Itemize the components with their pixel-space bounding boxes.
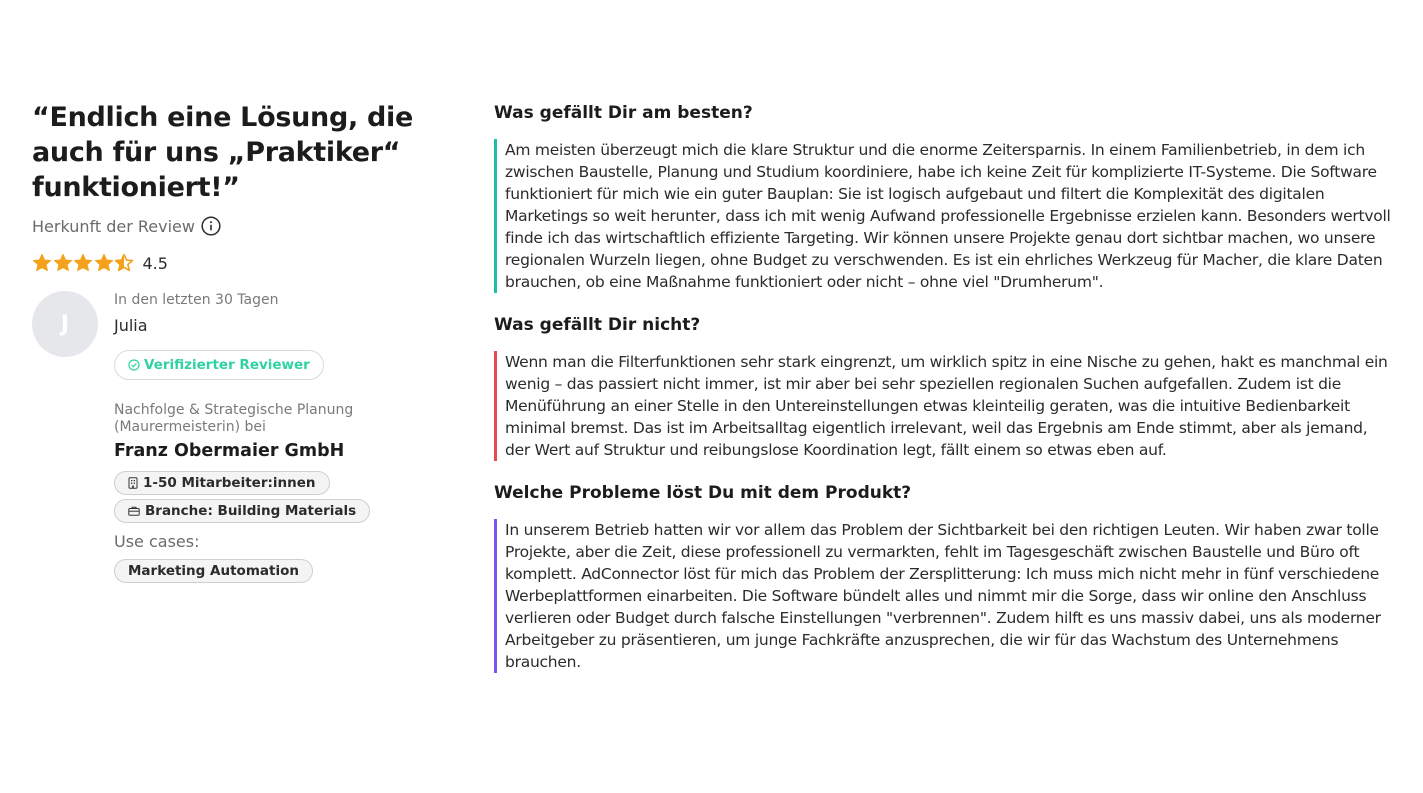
industry-label: Branche: Building Materials [145,503,357,519]
star-half-icon [114,253,134,273]
star-full-icon [94,253,114,273]
reviewer-company: Franz Obermaier GmbH [114,441,345,461]
briefcase-icon [128,506,140,516]
review-summary [32,100,462,591]
reviewer-card [32,291,462,591]
avatar: J [32,291,98,357]
reviewer-job-title: Nachfolge & Strategische Planung (Maurermeisterin) bei [114,402,354,435]
question-problems [494,480,1394,673]
rating-value: 4.5 [142,253,168,273]
star-full-icon [53,253,73,273]
use-case-label: Marketing Automation [128,563,299,579]
review-answers [494,100,1394,692]
check-circle-icon [128,359,140,371]
question-best [494,100,1394,293]
star-full-icon [73,253,93,273]
company-size-label: 1-50 Mitarbeiter:innen [143,475,316,491]
industry-chip [114,499,370,523]
verified-label: Verifizierter Reviewer [144,357,310,373]
question-title: Welche Probleme löst Du mit dem Produkt? [494,483,912,503]
review-origin [32,216,462,236]
reviewer-details [114,291,454,583]
use-case-chip[interactable] [114,559,313,583]
answer-text: Wenn man die Filterfunktionen sehr stark eingrenzt, um wirklich spitz in eine Nische zu gehen, hakt es manchmal ein wenig – das passiert nicht immer, ist mir aber bei sehr speziellen regionalen Suchen aufgefallen. Zudem ist die Menüführung an einer Stelle in den Untereinstellungen etwas kleinteilig geraten, was die intuitive Bedienbarkeit minimal bremst. Das ist im Arbeitsalltag eigentlich irrelevant, weil das Ergebnis am Ende stimmt, aber als jemand, der Wert auf Struktur und reibungslose Koordination legt, fällt einem so etwas eben auf. [494,351,1394,461]
reviewer-name: Julia [114,316,148,335]
review-timeframe: In den letzten 30 Tagen [114,292,279,308]
review-headline: “Endlich eine Lösung, die auch für uns „Praktiker“ funktioniert!” [32,102,414,203]
info-icon[interactable] [201,216,221,236]
answer-text: In unserem Betrieb hatten wir vor allem das Problem der Sichtbarkeit bei den richtigen Leuten. Wir haben zwar tolle Projekte, aber die Zeit, diese professionell zu vermarkten, fehlt im Tagesgeschäft zwischen Baustelle und Büro oft komplett. AdConnector löst für mich das Problem der Zersplitterung: Ich muss mich nicht mehr in fünf verschiedene Werbeplattformen einarbeiten. Die Software bündelt alles und nimmt mir die Sorge, dass wir online den Anschluss verlieren oder Budget durch falsche Einstellungen "verbrennen". Zudem hilft es uns massiv dabei, uns als moderner Arbeitgeber zu präsentieren, um junge Fachkräfte anzusprechen, die wir für das Wachstum des Unternehmens brauchen. [494,519,1394,673]
review-origin-label: Herkunft der Review [32,216,195,236]
question-dislike [494,312,1394,461]
company-size-chip [114,471,330,495]
use-cases-label: Use cases: [114,532,200,551]
star-rating [32,253,462,273]
verified-reviewer-badge[interactable] [114,350,324,380]
question-title: Was gefällt Dir am besten? [494,103,753,123]
building-icon [128,477,138,489]
star-full-icon [32,253,52,273]
question-title: Was gefällt Dir nicht? [494,315,701,335]
stars [32,253,135,273]
answer-text: Am meisten überzeugt mich die klare Struktur und die enorme Zeitersparnis. In einem Familienbetrieb, in dem ich zwischen Baustelle, Planung und Studium koordiniere, habe ich keine Zeit für komplizierte IT-Systeme. Die Software funktioniert für mich wie ein guter Bauplan: Sie ist logisch aufgebaut und filtert die Komplexität des digitalen Marketings so weit herunter, dass ich mit wenig Aufwand professionelle Ergebnisse erzielen kann. Besonders wertvoll finde ich das wirtschaftlich effiziente Targeting. Wir können unsere Projekte genau dort sichtbar machen, wo unsere regionalen Wurzeln liegen, ohne Budget zu verschwenden. Es ist ein ehrliches Werkzeug für Macher, die klare Daten brauchen, ob eine Maßnahme funktioniert oder nicht – ohne viel "Drumherum". [494,139,1394,293]
